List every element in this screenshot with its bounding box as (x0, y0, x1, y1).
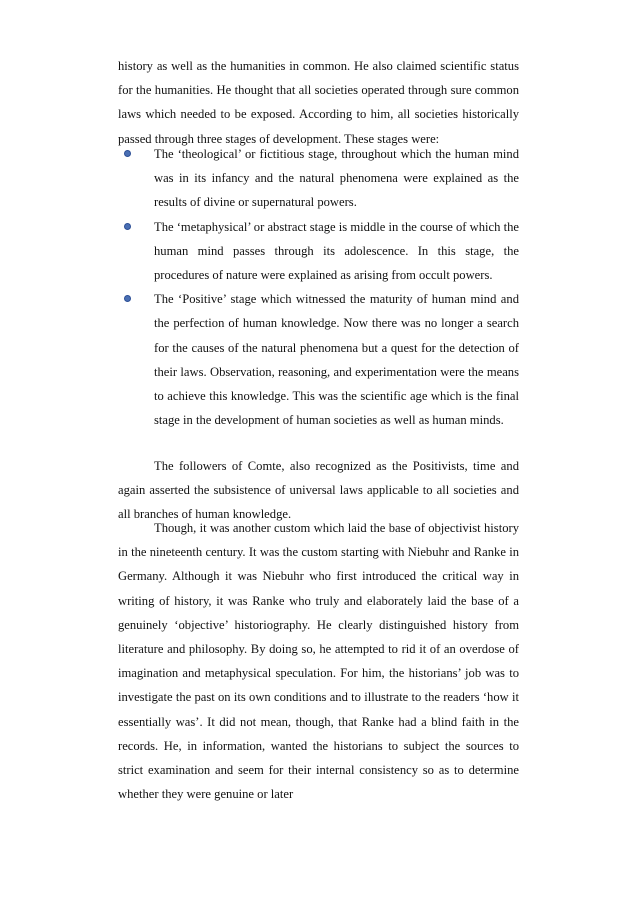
stages-bullet-list (118, 142, 519, 432)
bullet-text: The ‘theological’ or fictitious stage, throughout which the human mind was in its infancy and the natural phenomena were explained as the results of divine or supernatural powers. (154, 147, 519, 210)
bullet-item-theological (118, 142, 519, 215)
bullet-icon (125, 224, 130, 229)
paragraph-positivists: The followers of Comte, also recognized as the Positivists, time and again asserted the subsistence of universal laws applicable to all societies and all branches of human knowledge. (118, 459, 519, 522)
paragraph-comte-stages-intro: history as well as the humanities in common. He also claimed scientific status for the humanities. He thought that all societies operated through sure common laws which needed to be exposed. According to him, all societies historically passed through three stages of development. These stages were: (118, 59, 519, 146)
bullet-text: The ‘metaphysical’ or abstract stage is middle in the course of which the human mind passes through its adolescence. In this stage, the procedures of nature were explained as arising from occult powers. (154, 219, 519, 283)
bullet-item-positive (118, 287, 519, 432)
bullet-text: The ‘Positive’ stage which witnessed the maturity of human mind and the perfection of human knowledge. Now there was no longer a search for the causes of the natural phenomena but a quest for the detection of their laws. Observation, reasoning, and experimentation were the means to achieve this knowledge. This was the scientific age which is the final stage in the development of human societies as well as human minds. (154, 292, 519, 428)
paragraph-niebuhr-ranke: Though, it was another custom which laid the base of objectivist history in the nineteenth century. It was the custom starting with Niebuhr and Ranke in Germany. Although it was Niebuhr who first introduced the critical way in writing of history, it was Ranke who truly and elaborately laid the base of a genuinely ‘objective’ historiography. He clearly distinguished history from literature and philosophy. By doing so, he attempted to rid it of an overdose of imagination and metaphysical speculation. For him, the historians’ job was to investigate the past on its own conditions and to illustrate to the readers ‘how it essentially was’. It did not mean, though, that Ranke had a blind faith in the records. He, in information, wanted the historians to subject the sources to strict examination and seem for their internal consistency so as to determine whether they were genuine or later (118, 521, 519, 802)
bullet-item-metaphysical (118, 215, 519, 288)
bullet-icon (125, 296, 130, 301)
bullet-icon (125, 151, 130, 156)
